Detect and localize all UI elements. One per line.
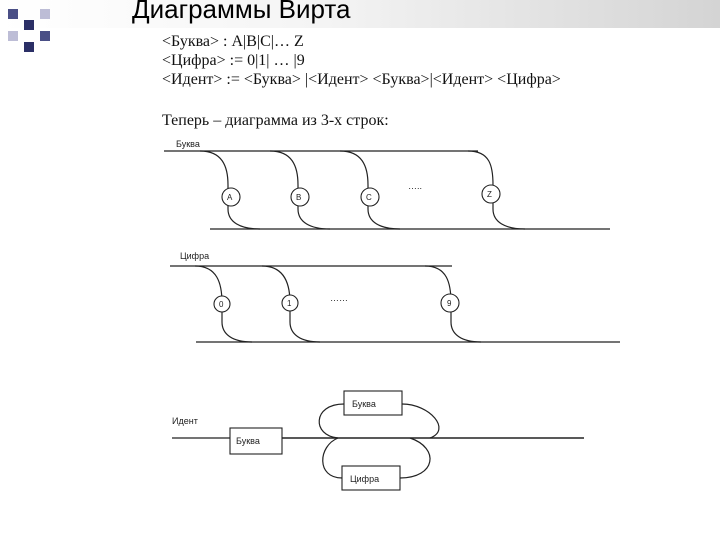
terminal-b-label: B [296,193,302,202]
letter-ellipsis: ….. [408,181,423,191]
ident-diagram-name: Идент [172,416,198,426]
digit-diagram-name: Цифра [180,251,210,261]
ident-loop-bottom-right [400,438,430,478]
ident-box-loop-top-label: Буква [352,399,376,409]
digit-ellipsis: …… [330,293,348,303]
ident-box-loop-bottom-label: Цифра [350,474,380,484]
ident-loop-top-left [319,404,344,438]
terminal-9-label: 9 [447,299,452,308]
bnf-letter-rule: <Буква> : A|B|C|… Z [162,33,304,50]
ident-loop-bottom-left [323,438,342,478]
terminal-1-label: 1 [287,299,292,308]
terminal-z-label: Z [487,190,492,199]
terminal-0-label: 0 [219,300,224,309]
slide-title: Диаграммы Вирта [132,0,351,24]
letter-diagram-name: Буква [176,139,200,149]
ident-loop-top-right [402,404,439,438]
terminal-a-label: A [227,193,233,202]
bnf-ident-rule: <Идент> := <Буква> |<Идент> <Буква>|<Идент> <Цифра> [162,71,561,88]
terminal-c-label: C [366,193,372,202]
diagram-intro-text: Теперь – диаграмма из 3-х строк: [162,112,389,129]
bnf-digit-rule: <Цифра> := 0|1| … |9 [162,52,305,69]
ident-box-main-label: Буква [236,436,260,446]
